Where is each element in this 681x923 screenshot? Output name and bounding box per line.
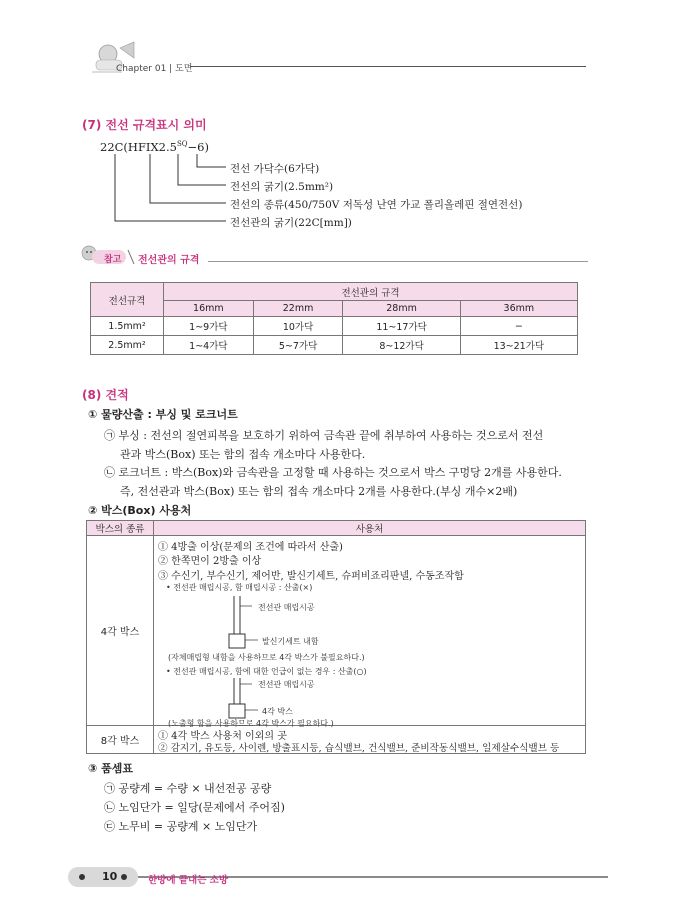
footer-dot-icon xyxy=(79,874,85,880)
table1-cell: − xyxy=(460,317,577,336)
usage-line: ② 한쪽면이 2방출 이상 xyxy=(158,556,262,567)
usage-line: ② 감지기, 유도등, 사이렌, 방출표시등, 습식밸브, 건식밸브, 준비작동식밸브, 일제살수식밸브 등 xyxy=(158,743,560,754)
item1-a-line2: 관과 박스(Box) 또는 함의 접속 개소마다 사용한다. xyxy=(120,448,366,461)
fig2-caption: • 전선관 매립시공, 함에 대한 언급이 없는 경우 : 산출(○) xyxy=(166,667,367,676)
item3-line: ㉢ 노무비 = 공량계 × 노임단가 xyxy=(104,820,258,833)
item1-b-line2: 즉, 전선관과 박스(Box) 또는 함의 접속 개소마다 2개를 사용한다.(부싱 개수×2배) xyxy=(120,485,518,498)
table-row xyxy=(87,536,586,726)
item1-title: ① 물량산출 : 부싱 및 로크너트 xyxy=(88,408,238,421)
table1-group-header: 전선관의 규격 xyxy=(164,283,578,301)
fig2-label-conduit: 전선관 매립시공 xyxy=(258,680,315,689)
table1-col-36: 36mm xyxy=(460,301,577,317)
table-row xyxy=(91,317,578,336)
item1-a-line1: ㉠ 부싱 : 전선의 절연피복을 보호하기 위하여 금속관 끝에 취부하여 사용하는 것으로서 전선 xyxy=(104,429,544,442)
page-number: 10 xyxy=(102,870,118,883)
table-row xyxy=(91,336,578,355)
header-rule xyxy=(190,66,586,67)
table-row xyxy=(87,726,586,754)
table1-row-header: 전선규격 xyxy=(91,283,164,317)
reference-label: 참고 xyxy=(104,255,122,265)
spec-connector-lines xyxy=(100,152,240,232)
spec-code-end: −6) xyxy=(187,140,209,154)
octagon-box-usage xyxy=(154,726,586,754)
section-7-title: (7) 전선 규격표시 의미 xyxy=(82,118,207,132)
usage-line: ① 4각 박스 사용처 이외의 곳 xyxy=(158,731,287,742)
box-usage-table xyxy=(86,520,586,754)
table1-spec: 1.5mm² xyxy=(91,317,164,336)
reference-title: 전선관의 규격 xyxy=(138,255,200,266)
spec-code-sup: SQ xyxy=(176,140,188,149)
item2-title: ② 박스(Box) 사용처 xyxy=(88,504,192,517)
fig2-label-square-box: 4각 박스 xyxy=(262,707,293,716)
fig1-note: (자체매립형 내함을 사용하므로 4각 박스가 불필요하다.) xyxy=(168,653,365,662)
reference-rule xyxy=(208,261,588,262)
table2-col-usage: 사용처 xyxy=(154,521,586,536)
table1-cell: 1~4가닥 xyxy=(164,336,254,355)
spec-item-thickness: 전선의 굵기(2.5mm²) xyxy=(230,181,334,193)
footer-dot-icon xyxy=(121,874,127,880)
conduit-spec-table xyxy=(90,282,578,355)
table1-cell: 11~17가닥 xyxy=(343,317,460,336)
item1-b-line1: ㉡ 로크너트 : 박스(Box)와 금속관을 고정할 때 사용하는 것으로서 박스 구멍당 2개를 사용한다. xyxy=(104,466,562,479)
table2-col-type: 박스의 종류 xyxy=(87,521,154,536)
table1-cell: 13~21가닥 xyxy=(460,336,577,355)
fig1-label-inner-box: 발신기세트 내함 xyxy=(262,637,319,646)
table1-cell: 8~12가닥 xyxy=(343,336,460,355)
fig1-caption: • 전선관 매립시공, 함 매립시공 : 산출(×) xyxy=(166,583,313,592)
table1-cell: 10가닥 xyxy=(253,317,343,336)
table1-col-16: 16mm xyxy=(164,301,254,317)
fig1-label-conduit: 전선관 매립시공 xyxy=(258,603,315,612)
spec-code-main: 22C(HFIX2.5 xyxy=(100,140,177,154)
item3-line: ㉠ 공량계 = 수량 × 내선전공 공량 xyxy=(104,782,272,795)
usage-line: ③ 수신기, 부수신기, 제어반, 발신기세트, 슈퍼비죠리판넬, 수동조작함 xyxy=(158,571,464,582)
table1-spec: 2.5mm² xyxy=(91,336,164,355)
box-type-square: 4각 박스 xyxy=(87,536,154,726)
fig2-note: (노출형 함을 사용하므로 4각 박스가 필요하다.) xyxy=(168,719,334,728)
box-type-octagon: 8각 박스 xyxy=(87,726,154,754)
table1-cell: 1~9가닥 xyxy=(164,317,254,336)
square-box-usage xyxy=(154,536,586,726)
chapter-label: Chapter 01 | 도면 xyxy=(116,64,193,74)
spec-item-type: 전선의 종류(450/750V 저독성 난연 가교 폴리올레핀 절연전선) xyxy=(230,199,523,211)
book-title: 한방에 끝내는 소방 xyxy=(148,875,229,886)
spec-item-count: 전선 가닥수(6가닥) xyxy=(230,163,320,175)
reference-slash-icon xyxy=(126,249,136,265)
section-8-title: (8) 견적 xyxy=(82,388,129,402)
table1-cell: 5~7가닥 xyxy=(253,336,343,355)
table1-col-22: 22mm xyxy=(253,301,343,317)
item3-title: ③ 품셈표 xyxy=(88,762,134,775)
spec-item-conduit: 전선관의 굵기(22C[mm]) xyxy=(230,217,352,229)
item3-line: ㉡ 노임단가 = 일당(문제에서 주어짐) xyxy=(104,801,285,814)
usage-line: ① 4방출 이상(문제의 조건에 따라서 산출) xyxy=(158,542,343,553)
table1-col-28: 28mm xyxy=(343,301,460,317)
